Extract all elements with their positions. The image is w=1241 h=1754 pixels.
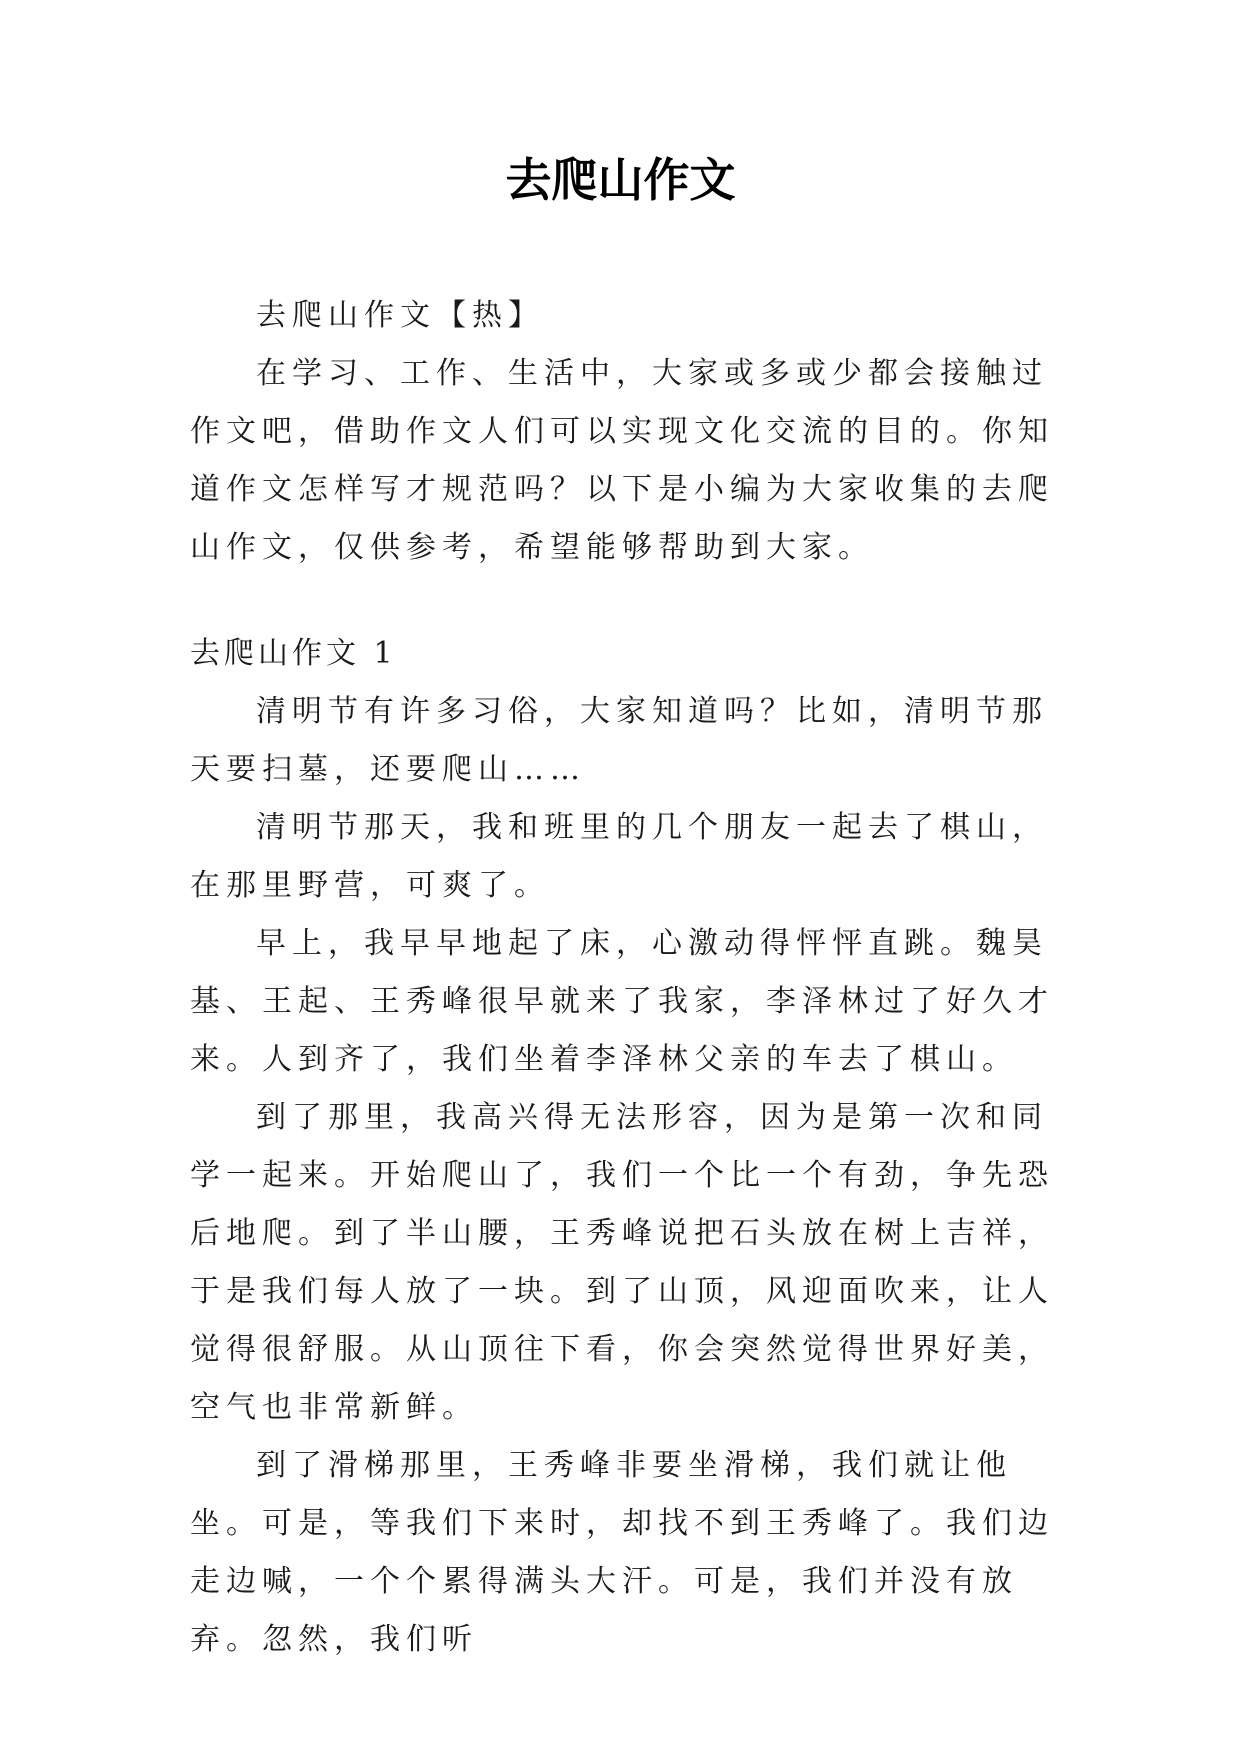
intro-paragraph: 在学习、工作、生活中，大家或多或少都会接触过作文吧，借助作文人们可以实现文化交流的目的。你知道作文怎样写才规范吗？以下是小编为大家收集的去爬山作文，仅供参考，希望能够帮助到大家。 xyxy=(190,356,1054,565)
document-title: 去爬山作文 xyxy=(505,153,736,207)
body-paragraph: 清明节那天，我和班里的几个朋友一起去了棋山，在那里野营，可爽了。 xyxy=(190,810,1048,903)
body-paragraph: 早上，我早早地起了床，心激动得怦怦直跳。魏昊基、王起、王秀峰很早就来了我家，李泽林过了好久才来。人到齐了，我们坐着李泽林父亲的车去了棋山。 xyxy=(190,926,1054,1077)
body-paragraph: 到了滑梯那里，王秀峰非要坐滑梯，我们就让他坐。可是，等我们下来时，却找不到王秀峰了。我们边走边喊，一个个累得满头大汗。可是，我们并没有放弃。忽然，我们听 xyxy=(190,1448,1054,1657)
document-subtitle: 去爬山作文【热】 xyxy=(256,298,544,333)
document-body xyxy=(190,287,1060,1669)
section-heading: 去爬山作文 1 xyxy=(190,636,397,671)
body-paragraph: 到了那里，我高兴得无法形容，因为是第一次和同学一起来。开始爬山了，我们一个比一个有劲，争先恐后地爬。到了半山腰，王秀峰说把石头放在树上吉祥，于是我们每人放了一块。到了山顶，风迎面吹来，让人觉得很舒服。从山顶往下看，你会突然觉得世界好美，空气也非常新鲜。 xyxy=(190,1100,1054,1425)
body-paragraph: 清明节有许多习俗，大家知道吗？比如，清明节那天要扫墓，还要爬山…… xyxy=(190,694,1048,787)
section-spacer xyxy=(190,577,1060,625)
